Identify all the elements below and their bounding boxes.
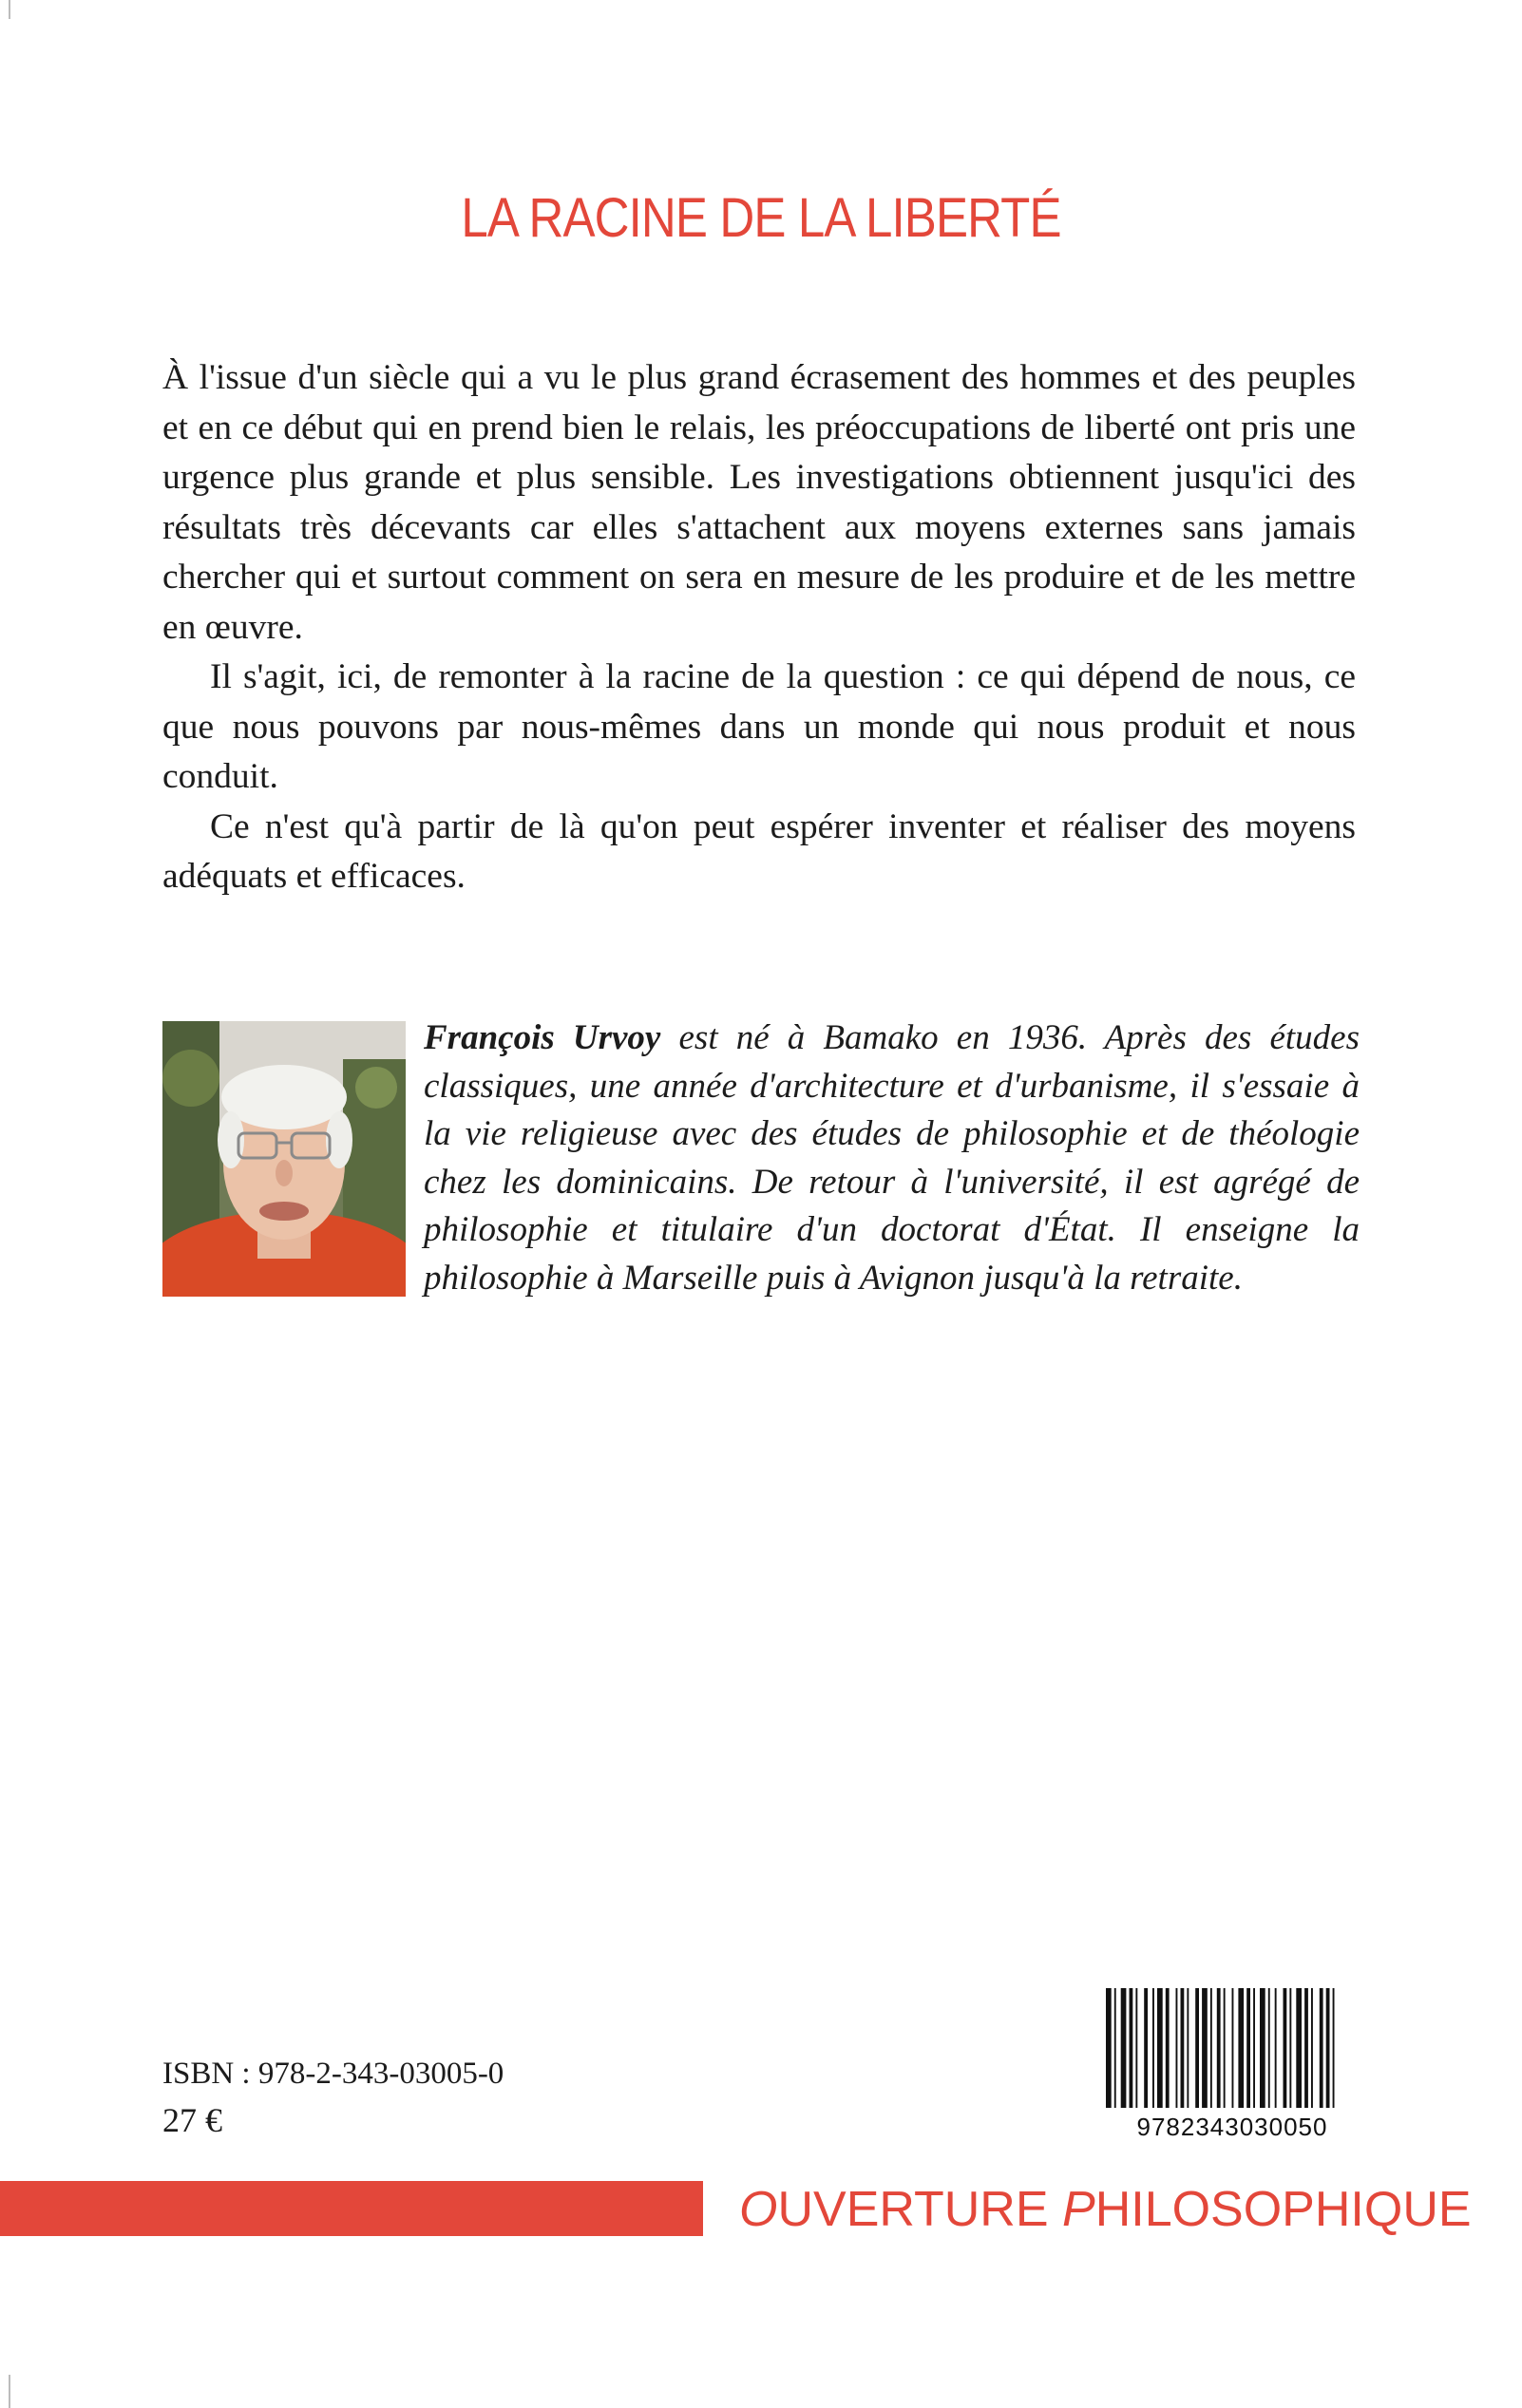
author-bio-text: est né à Bamako en 1936. Après des études classiques, une année d'architecture et d'urbanisme, il s'essaie à la vie religieuse avec des études de philosophie et de théologie chez les dominicains. De retour à l'université, il est agrégé de philosophie et titulaire d'un doctorat d'État. Il enseigne la philosophie à Marseille puis à Avignon jusqu'à la retraite.: [424, 1018, 1360, 1298]
barcode: [1104, 1988, 1360, 2140]
barcode-bar: [1304, 1988, 1308, 2108]
barcode-bar: [1284, 1988, 1287, 2108]
barcode-bar: [1121, 1988, 1127, 2108]
barcode-bar: [1275, 1988, 1277, 2108]
barcode-bar: [1311, 1988, 1313, 2108]
series-word-1: UVERTURE: [777, 2182, 1062, 2237]
barcode-bar: [1289, 1988, 1291, 2108]
barcode-bar: [1260, 1988, 1265, 2108]
back-cover-blurb: [162, 353, 1356, 902]
barcode-bar: [1176, 1988, 1178, 2108]
author-bio: [424, 1014, 1360, 1302]
barcode-bar: [1135, 1988, 1137, 2108]
barcode-bar: [1253, 1988, 1255, 2108]
isbn: ISBN : 978-2-343-03005-0: [162, 2057, 504, 2091]
blurb-paragraph-1: À l'issue d'un siècle qui a vu le plus grand écrasement des hommes et des peuples et en ce début qui en prend bien le relais, les préoccupations de liberté ont pris une urgence plus grande et plus sensible. Les investigations obtiennent jusqu'ici des résultats très décevants car elles s'attachent aux moyens externes sans jamais chercher qui et surtout comment on sera en mesure de les produire et de les mettre en œuvre.: [162, 358, 1356, 647]
barcode-bar: [1326, 1988, 1330, 2108]
barcode-bar: [1166, 1988, 1170, 2108]
barcode-bar: [1296, 1988, 1302, 2108]
barcode-bar: [1333, 1988, 1335, 2108]
blurb-paragraph-3: Ce n'est qu'à partir de là qu'on peut espérer inventer et réaliser des moyens adéquats et efficaces.: [162, 806, 1356, 896]
series-initial-o: O: [739, 2182, 778, 2237]
crop-mark-bottom: [9, 2375, 10, 2408]
barcode-bar: [1232, 1988, 1234, 2108]
barcode-bar: [1238, 1988, 1244, 2108]
barcode-bar: [1320, 1988, 1323, 2108]
author-name: François Urvoy: [424, 1018, 661, 1057]
author-photo: [162, 1021, 406, 1297]
barcode-bar: [1187, 1988, 1189, 2108]
barcode-bar: [1114, 1988, 1116, 2108]
barcode-bar: [1210, 1988, 1212, 2108]
barcode-bar: [1130, 1988, 1133, 2108]
series-color-bar: [0, 2181, 703, 2236]
barcode-bar: [1157, 1988, 1163, 2108]
barcode-bar: [1246, 1988, 1250, 2108]
barcode-bar: [1217, 1988, 1221, 2108]
crop-mark-top: [9, 0, 10, 19]
series-initial-p: P: [1062, 2182, 1095, 2237]
barcode-bar: [1181, 1988, 1185, 2108]
barcode-bar: [1106, 1988, 1112, 2108]
barcode-bar: [1152, 1988, 1154, 2108]
barcode-bars: [1104, 1988, 1360, 2140]
barcode-bar: [1144, 1988, 1148, 2108]
blurb-paragraph-2: Il s'agit, ici, de remonter à la racine de la question : ce qui dépend de nous, ce que nous pouvons par nous-mêmes dans un monde qui nous produit et nous conduit.: [162, 657, 1356, 796]
barcode-number: 9782343030050: [1136, 2113, 1328, 2140]
barcode-bar: [1195, 1988, 1199, 2108]
series-word-2: HILOSOPHIQUE: [1094, 2182, 1472, 2237]
barcode-bar: [1268, 1988, 1270, 2108]
barcode-bar: [1202, 1988, 1208, 2108]
author-portrait-image: [162, 1021, 406, 1297]
price: 27 €: [162, 2101, 222, 2139]
barcode-bar: [1224, 1988, 1226, 2108]
series-name: [739, 2181, 1472, 2238]
book-title: LA RACINE DE LA LIBERTÉ: [461, 187, 1061, 249]
